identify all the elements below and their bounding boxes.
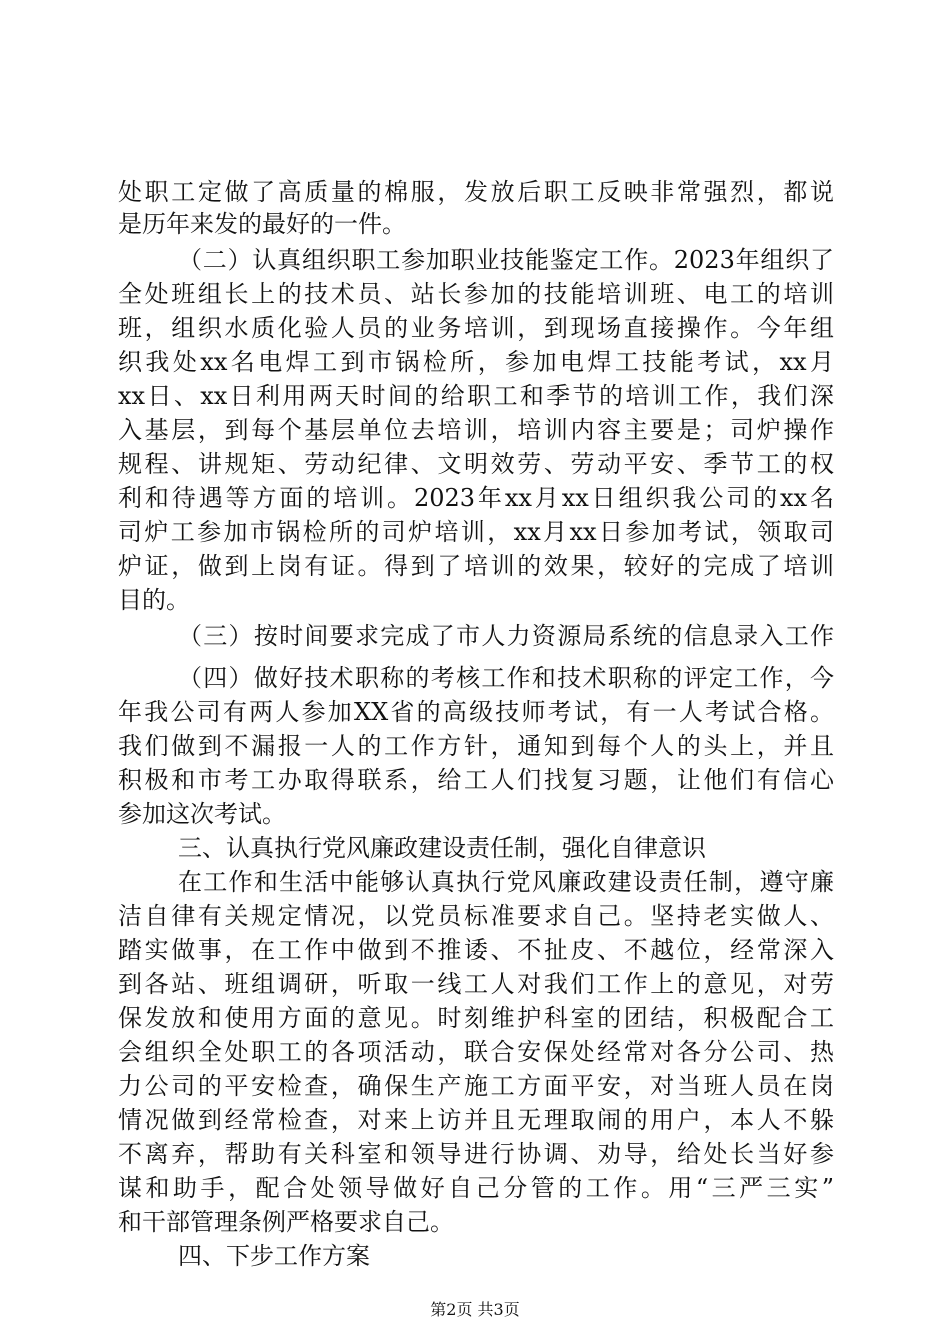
- body-text-line: 全处班组长上的技术员、站长参加的技能培训班、电工的培训: [118, 280, 834, 308]
- body-text-line: 目的。: [118, 586, 190, 614]
- body-text-line: 保发放和使用方面的意见。时刻维护科室的团结，积极配合工: [118, 1004, 834, 1032]
- body-text-line: 班，组织水质化验人员的业务培训，到现场直接操作。今年组: [118, 314, 834, 342]
- body-text-line: 我们做到不漏报一人的工作方针，通知到每个人的头上，并且: [118, 732, 834, 760]
- body-text-line: 入基层，到每个基层单位去培训，培训内容主要是；司炉操作: [118, 416, 834, 444]
- body-text-line: 参加这次考试。: [118, 800, 286, 828]
- body-text-line: 炉证，做到上岗有证。得到了培训的效果，较好的完成了培训: [118, 552, 834, 580]
- body-text-line: 是历年来发的最好的一件。: [118, 210, 406, 238]
- body-text-line: xx日、xx日利用两天时间的给职工和季节的培训工作，我们深: [118, 382, 834, 410]
- body-text-line: 不离弃，帮助有关科室和领导进行协调、劝导，给处长当好参: [118, 1140, 834, 1168]
- body-text-line: 在工作和生活中能够认真执行党风廉政建设责任制，遵守廉: [178, 868, 834, 896]
- page-number-footer: 第2页 共3页: [430, 1300, 520, 1319]
- body-text-line: 织我处xx名电焊工到市锅检所，参加电焊工技能考试，xx月: [118, 348, 834, 376]
- body-text-line: 年我公司有两人参加XX省的高级技师考试，有一人考试合格。: [118, 698, 834, 726]
- body-text-line: 和干部管理条例严格要求自己。: [118, 1208, 454, 1236]
- body-text-line: 到各站、班组调研，听取一线工人对我们工作上的意见，对劳: [118, 970, 834, 998]
- section-3-heading-line: （三）按时间要求完成了市人力资源局系统的信息录入工作: [178, 622, 834, 650]
- body-text-line: 会组织全处职工的各项活动，联合安保处经常对各分公司、热: [118, 1038, 834, 1066]
- body-text-line: 谋和助手，配合处领导做好自己分管的工作。用“三严三实”: [118, 1174, 834, 1202]
- body-text-line: 情况做到经常检查，对来上访并且无理取闹的用户，本人不躲: [118, 1106, 834, 1134]
- body-text-line: 利和待遇等方面的培训。2023年xx月xx日组织我公司的xx名: [118, 484, 834, 512]
- body-text-line: 积极和市考工办取得联系，给工人们找复习题，让他们有信心: [118, 766, 834, 794]
- body-text-line: 规程、讲规矩、劳动纪律、文明效劳、劳动平安、季节工的权: [118, 450, 834, 478]
- body-text-line: 处职工定做了高质量的棉服，发放后职工反映非常强烈，都说: [118, 178, 834, 206]
- body-text-line: 力公司的平安检查，确保生产施工方面平安，对当班人员在岗: [118, 1072, 834, 1100]
- section-4-heading-line: （四）做好技术职称的考核工作和技术职称的评定工作，今: [178, 664, 834, 692]
- body-text-line: 踏实做事，在工作中做到不推诿、不扯皮、不越位，经常深入: [118, 936, 834, 964]
- body-text-line: 司炉工参加市锅检所的司炉培训，xx月xx日参加考试，领取司: [118, 518, 834, 546]
- section-2-heading-line: （二）认真组织职工参加职业技能鉴定工作。2023年组织了: [178, 246, 834, 274]
- part-3-heading: 三、认真执行党风廉政建设责任制，强化自律意识: [178, 834, 706, 862]
- body-text-line: 洁自律有关规定情况，以党员标准要求自己。坚持老实做人、: [118, 902, 834, 930]
- part-4-heading: 四、下步工作方案: [178, 1242, 370, 1270]
